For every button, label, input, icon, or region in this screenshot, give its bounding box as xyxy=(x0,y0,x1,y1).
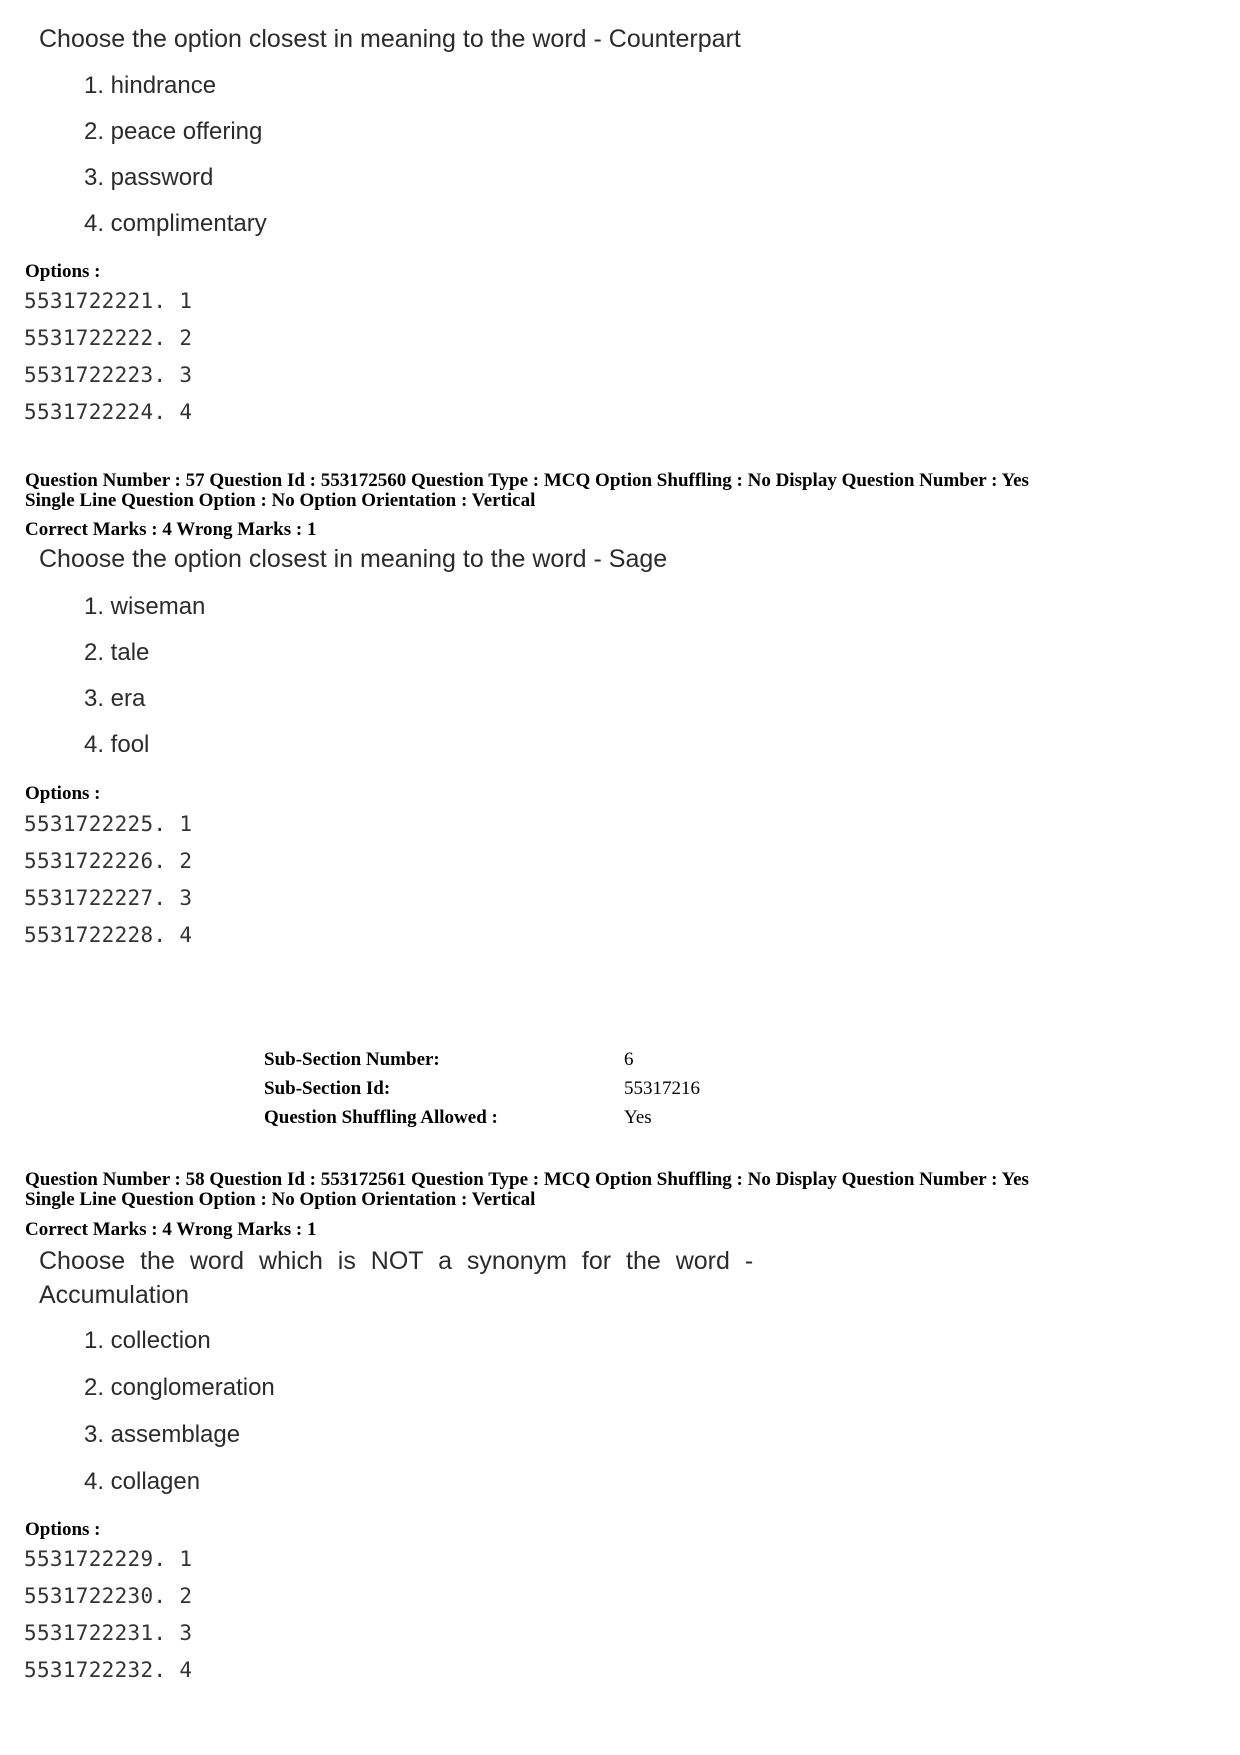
question-shuffling-label: Question Shuffling Allowed : xyxy=(264,1107,498,1128)
question-57-meta-line-1: Question Number : 57 Question Id : 553172560 Question Type : MCQ Option Shuffling : No Display Question Number : Yes xyxy=(25,470,1029,491)
question-56-choice-3: 3. password xyxy=(84,164,214,191)
question-58-options-label: Options : xyxy=(25,1519,101,1540)
question-58-marks: Correct Marks : 4 Wrong Marks : 1 xyxy=(25,1219,317,1240)
question-58-choice-2: 2. conglomeration xyxy=(84,1374,275,1401)
subsection-id-value: 55317216 xyxy=(624,1078,700,1099)
question-57-marks: Correct Marks : 4 Wrong Marks : 1 xyxy=(25,519,317,540)
question-56-option-3: 5531722223. 3 xyxy=(24,363,193,387)
question-56-choice-2: 2. peace offering xyxy=(84,118,263,145)
question-57-option-3: 5531722227. 3 xyxy=(24,886,193,910)
question-58-prompt-line-1: Choose the word which is NOT a synonym for the word - xyxy=(39,1247,754,1275)
question-57-options-label: Options : xyxy=(25,783,101,804)
question-57-choice-1: 1. wiseman xyxy=(84,593,206,620)
question-56-option-1: 5531722221. 1 xyxy=(24,289,193,313)
question-58-option-2: 5531722230. 2 xyxy=(24,1584,193,1608)
question-58-meta-line-1: Question Number : 58 Question Id : 553172561 Question Type : MCQ Option Shuffling : No Display Question Number : Yes xyxy=(25,1169,1029,1190)
question-58-option-4: 5531722232. 4 xyxy=(24,1658,193,1682)
subsection-number-value: 6 xyxy=(624,1049,634,1070)
question-58-meta-line-2: Single Line Question Option : No Option Orientation : Vertical xyxy=(25,1189,536,1210)
question-57-choice-2: 2. tale xyxy=(84,639,150,666)
question-58-prompt-line-2: Accumulation xyxy=(39,1281,190,1309)
question-56-options-label: Options : xyxy=(25,261,101,282)
question-58-choice-3: 3. assemblage xyxy=(84,1421,241,1448)
question-57-option-4: 5531722228. 4 xyxy=(24,923,193,947)
question-56-option-2: 5531722222. 2 xyxy=(24,326,193,350)
question-58-option-1: 5531722229. 1 xyxy=(24,1547,193,1571)
question-57-prompt: Choose the option closest in meaning to the word - Sage xyxy=(39,545,668,573)
question-56-option-4: 5531722224. 4 xyxy=(24,400,193,424)
subsection-id-label: Sub-Section Id: xyxy=(264,1078,391,1099)
question-57-meta-line-2: Single Line Question Option : No Option Orientation : Vertical xyxy=(25,490,536,511)
question-57-choice-3: 3. era xyxy=(84,685,146,712)
question-shuffling-value: Yes xyxy=(624,1107,652,1128)
question-58-choice-1: 1. collection xyxy=(84,1327,211,1354)
question-56-choice-1: 1. hindrance xyxy=(84,72,217,99)
question-57-option-2: 5531722226. 2 xyxy=(24,849,193,873)
question-58-choice-4: 4. collagen xyxy=(84,1468,201,1495)
question-57-choice-4: 4. fool xyxy=(84,731,150,758)
subsection-number-label: Sub-Section Number: xyxy=(264,1049,440,1070)
question-57-option-1: 5531722225. 1 xyxy=(24,812,193,836)
question-58-option-3: 5531722231. 3 xyxy=(24,1621,193,1645)
question-56-choice-4: 4. complimentary xyxy=(84,210,267,237)
question-56-prompt: Choose the option closest in meaning to the word - Counterpart xyxy=(39,25,741,53)
